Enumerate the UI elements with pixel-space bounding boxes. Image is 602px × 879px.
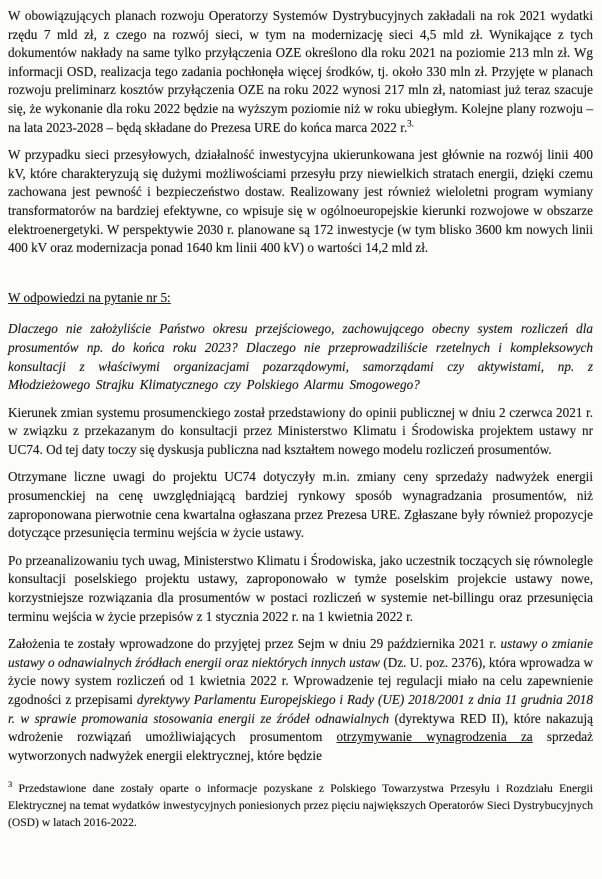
underlined-phrase: otrzymywanie wynagrodzenia za <box>336 729 533 745</box>
footnote-reference-3: 3. <box>407 118 414 129</box>
paragraph-run: (dyrektywa RED II), które nakazują wdrożenie rozwiązań umożliwiających prosumentom <box>8 710 593 745</box>
law-title-italic: ustawy o zmianie ustawy o odnawialnych źródłach energii oraz niektórych innych ustaw <box>8 636 593 670</box>
paragraph-text: W obowiązujących planach rozwoju Operatorzy Systemów Dystrybucyjnych zakładali na rok 2021 wydatki rzędu 7 mld zł, z czego na rozwój sieci, w tym na modernizację sieci 4,5 mld zł. Wynikające z tych dokumentów nakłady na same tylko przyłączenia OZE określono dla roku 2021 na poziomie 213 mln zł. Wg informacji OSD, realizacja tego zadania pochłonęła więcej środków, tj. około 330 mln zł. Przyjęte w planach rozwoju preliminarz kosztów przyłączenia OZE na roku 2022 wynosi 217 mln zł, natomiast już teraz szacuje się, że wykonanie dla roku 2022 będzie na wyższym poziomie niż w roku ubiegłym. Kolejne plany rozwoju – na lata 2023-2028 – będą składane do Prezesa URE do końca marca 2022 r. <box>8 8 593 135</box>
section-heading-text: W odpowiedzi na pytanie nr 5: <box>8 289 171 305</box>
paragraph-law-adoption <box>8 635 593 765</box>
paragraph-quoted-question <box>8 320 593 394</box>
footnote-3 <box>8 781 593 831</box>
paragraph-text: W przypadku sieci przesyłowych, działalność inwestycyjna ukierunkowana jest głównie na rozwój linii 400 kV, które charakteryzują się dużymi możliwościami przesyłu przy niewielkich stratach energii, dzięki czemu zachowana jest pewność i bezpieczeństwo dostaw. Realizowany jest również wieloletni program wymiany transformatorów na bardziej efektywne, co wpisuje się w ogólnoeuropejskie kierunki rozwojowe w obszarze elektroenergetyki. W perspektywie 2030 r. planowane są 172 inwestycje (w tym blisko 3600 km nowych linii 400 kV oraz modernizacja ponad 1640 km linii 400 kV) o wartości 14,2 mld zł. <box>8 147 593 256</box>
paragraph-run: sprzedaż wytworzonych nadwyżek energii elektrycznej, które będzie <box>8 729 594 763</box>
paragraph-uc74-comments <box>8 468 593 542</box>
paragraph-run: (Dz. U. poz. 2376), która wprowadza w życie nowy system rozliczeń od 1 kwietnia 2022 r. Wprowadzenie tej regulacji miało na celu zapewnienie zgodności z przepisami <box>8 654 594 707</box>
paragraph-transmission-networks <box>8 146 593 258</box>
paragraph-text: Dlaczego nie założyliście Państwo okresu przejściowego, zachowującego obecny system rozliczeń dla prosumentów np. do końca roku 2023? Dlaczego nie przeprowadziliście rzetelnych i kompleksowych konsultacji z właściwymi organizacjami pozarządowymi, samorządami czy aktywistami, np. z Młodzieżowego Strajku Klimatycznego czy Polskiego Alarmu Smogowego? <box>8 321 593 393</box>
paragraph-distribution-plans <box>8 7 593 137</box>
footnote-marker: 3 <box>8 779 13 790</box>
paragraph-run: Założenia te zostały wprowadzone do przyjętej przez Sejm w dniu 29 października 2021 r. <box>8 636 501 652</box>
directive-title-italic: dyrektywy Parlamentu Europejskiego i Rady (UE) 2018/2001 z dnia 11 grudnia 2018 r. w sprawie promowania stosowania energii ze źródeł odnawialnych <box>8 692 593 726</box>
paragraph-ministry-analysis <box>8 552 593 626</box>
paragraph-text: Otrzymane liczne uwagi do projektu UC74 dotyczyły m.in. zmiany ceny sprzedaży nadwyżek energii prosumenckiej na cenę uwzględniającą bardziej rynkowy sposób wynagradzania prosumentów, niż zaproponowana pierwotnie cena kwartalna ogłaszana przez Prezesa URE. Zgłaszane były również propozycje dotyczące przesunięcia terminu wejścia w życie ustawy. <box>8 469 593 541</box>
section-heading-answer-5 <box>8 289 593 308</box>
paragraph-text: Po przeanalizowaniu tych uwag, Ministerstwo Klimatu i Środowiska, jako uczestnik toczących się równolegle konsultacji poselskiego projektu ustawy, zaproponowało w tymże poselskim projekcie ustawy nowe, korzystniejsze rozwiązania dla prosumentów w postaci rozliczeń w systemie net-billingu oraz przesunięcia terminu wejścia w życie przepisów z 1 stycznia 2022 r. na 1 kwietnia 2022 r. <box>8 552 593 624</box>
paragraph-text: Kierunek zmian systemu prosumenckiego został przedstawiony do opinii publicznej w dniu 2 czerwca 2021 r. w związku z przekazanym do konsultacji przez Ministerstwo Klimatu i Środowiska projektem ustawy nr UC74. Od tej daty toczy się dyskusja publiczna nad kształtem nowego modelu rozliczeń prosumentów. <box>8 404 593 457</box>
footnote-text: Przedstawione dane zostały oparte o informacje pozyskane z Polskiego Towarzystwa Przesyłu i Rozdziału Energii Elektrycznej na temat wydatków inwestycyjnych poniesionych przez pięciu największych Operatorów Sieci Dystrybucyjnych (OSD) w latach 2016-2022. <box>8 782 593 829</box>
paragraph-prosumer-direction <box>8 404 593 460</box>
